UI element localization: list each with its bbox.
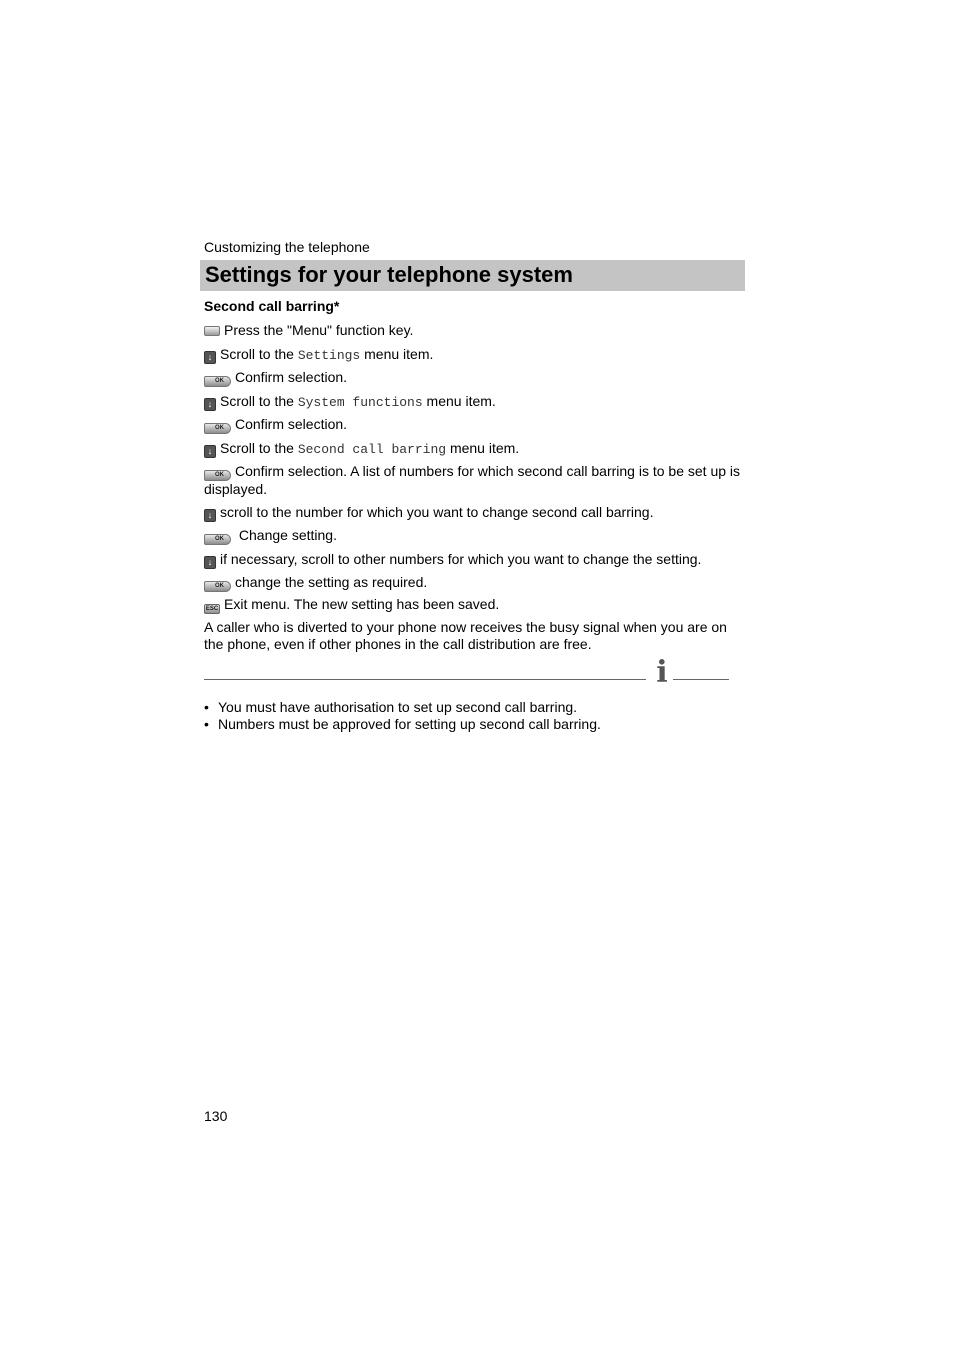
- step-text: Exit menu. The new setting has been saved.: [224, 596, 500, 612]
- step-text: Change setting.: [235, 527, 337, 543]
- scroll-down-icon: ↓: [204, 398, 216, 411]
- section-title-bar: [200, 260, 745, 291]
- step-text: Scroll to the: [220, 346, 298, 362]
- step-text: Confirm selection.: [235, 369, 348, 385]
- step-text: Scroll to the: [220, 393, 298, 409]
- step-text: Press the "Menu" function key.: [224, 322, 414, 338]
- step-exit-menu: [204, 596, 744, 614]
- bullet-dot-icon: •: [204, 699, 209, 715]
- scroll-down-icon: ↓: [204, 509, 216, 522]
- step-change-setting: [204, 527, 744, 545]
- ok-key-icon: OK: [204, 470, 231, 481]
- scroll-down-icon: ↓: [204, 445, 216, 458]
- scroll-down-icon: ↓: [204, 351, 216, 364]
- step-change-as-required: [204, 574, 744, 592]
- step-text: Scroll to the: [220, 440, 298, 456]
- step-text: menu item.: [446, 440, 520, 456]
- ok-key-icon: OK: [204, 581, 231, 592]
- step-confirm: [204, 416, 744, 434]
- esc-key-icon: ESC: [205, 606, 219, 612]
- subsection-heading: Second call barring*: [204, 298, 340, 314]
- info-divider-right: [673, 679, 729, 680]
- step-text: menu item.: [360, 346, 434, 362]
- menu-item-code: Second call barring: [297, 442, 447, 457]
- step-text: Confirm selection. A list of numbers for which second call barring is to be set up is displayed.: [204, 463, 741, 497]
- ok-key-icon: OK: [204, 534, 231, 545]
- running-head: Customizing the telephone: [204, 239, 370, 255]
- step-confirm-list: [204, 463, 744, 498]
- info-icon: i: [656, 655, 668, 690]
- step-scroll-other-numbers: [204, 551, 744, 569]
- bullet-dot-icon: •: [204, 716, 209, 732]
- note-bullet: [204, 716, 744, 733]
- menu-key-icon: [204, 326, 220, 336]
- step-scroll-second-call-barring: [204, 440, 744, 458]
- menu-item-code: Settings: [297, 348, 361, 363]
- page-title: Settings for your telephone system: [205, 262, 573, 287]
- step-text: if necessary, scroll to other numbers for which you want to change the setting.: [220, 551, 702, 567]
- step-scroll-system-functions: [204, 393, 744, 411]
- step-text: scroll to the number for which you want to change second call barring.: [220, 504, 654, 520]
- step-confirm: [204, 369, 744, 387]
- step-scroll-number: [204, 504, 744, 522]
- ok-key-icon: OK: [204, 376, 231, 387]
- note-bullet: [204, 699, 744, 716]
- step-press-menu: [204, 322, 744, 339]
- scroll-down-icon: ↓: [204, 556, 216, 569]
- bullet-text: You must have authorisation to set up second call barring.: [218, 699, 578, 715]
- info-divider-left: [204, 679, 646, 680]
- info-paragraph: A caller who is diverted to your phone now receives the busy signal when you are on the phone, even if other phones in the call distribution are free.: [204, 619, 727, 652]
- step-text: Confirm selection.: [235, 416, 348, 432]
- bullet-text: Numbers must be approved for setting up second call barring.: [218, 716, 601, 732]
- step-scroll-settings: [204, 346, 744, 364]
- page-number: 130: [204, 1108, 228, 1124]
- menu-item-code: System functions: [297, 395, 423, 410]
- step-text: change the setting as required.: [235, 574, 428, 590]
- ok-key-icon: OK: [204, 423, 231, 434]
- step-text: menu item.: [422, 393, 496, 409]
